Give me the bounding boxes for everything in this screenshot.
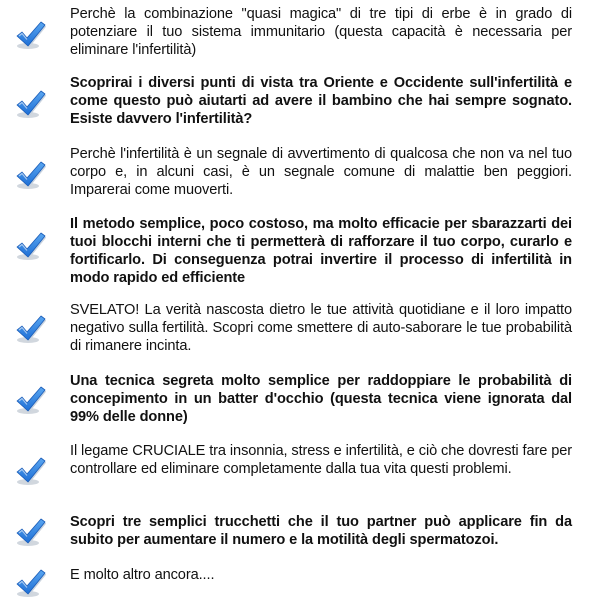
bullet-text: Il metodo semplice, poco costoso, ma molto efficacie per sbarazzarti dei tuoi blocchi interni che ti permetterà di rafforzare il tuo corpo, curarlo e fortificarlo. Di conseguenza potrai invertire il processo di infertilità in modo rapido ed efficiente [70,216,572,286]
bullet-text: Scoprirai i diversi punti di vista tra Oriente e Occidente sull'infertilità e come questo può aiutarti ad avere il bambino che hai sempre sognato. Esiste davvero l'infertilità? [70,75,572,127]
checkmark-icon [14,456,46,486]
checkmark-icon [14,231,46,261]
checkmark-icon [14,20,46,50]
bullet-text: Perchè l'infertilità è un segnale di avvertimento di qualcosa che non va nel tuo corpo e, in alcuni casi, è un segnale comune di malattie ben peggiori. Imparerai come muoverti. [70,146,572,198]
checkmark-icon [14,89,46,119]
bullet-text: E molto altro ancora.... [70,567,215,583]
bullet-text: SVELATO! La verità nascosta dietro le tue attività quotidiane e il loro impatto negativo sulla fertilità. Scopri come smettere di auto-saborare le tue probabilità di rimanere incinta. [70,302,572,354]
checkmark-icon [14,160,46,190]
checkmark-icon [14,314,46,344]
checkmark-icon [14,517,46,547]
checkmark-icon [14,385,46,415]
bullet-text: Perchè la combinazione "quasi magica" di tre tipi di erbe è in grado di potenziare il tuo sistema immunitario (questa capacità è necessaria per eliminare l'infertilità) [70,6,572,58]
bullet-text: Il legame CRUCIALE tra insonnia, stress e infertilità, e ciò che dovresti fare per controllare ed eliminare completamente dalla tua vita questi problemi. [70,443,572,477]
bullet-text: Una tecnica segreta molto semplice per raddoppiare le probabilità di concepimento in un batter d'occhio (questa tecnica viene ignorata dal 99% delle donne) [70,373,572,425]
bullet-text: Scopri tre semplici trucchetti che il tuo partner può applicare fin da subito per aumentare il numero e la motilità degli spermatozoi. [70,514,572,548]
checkmark-icon [14,568,46,598]
